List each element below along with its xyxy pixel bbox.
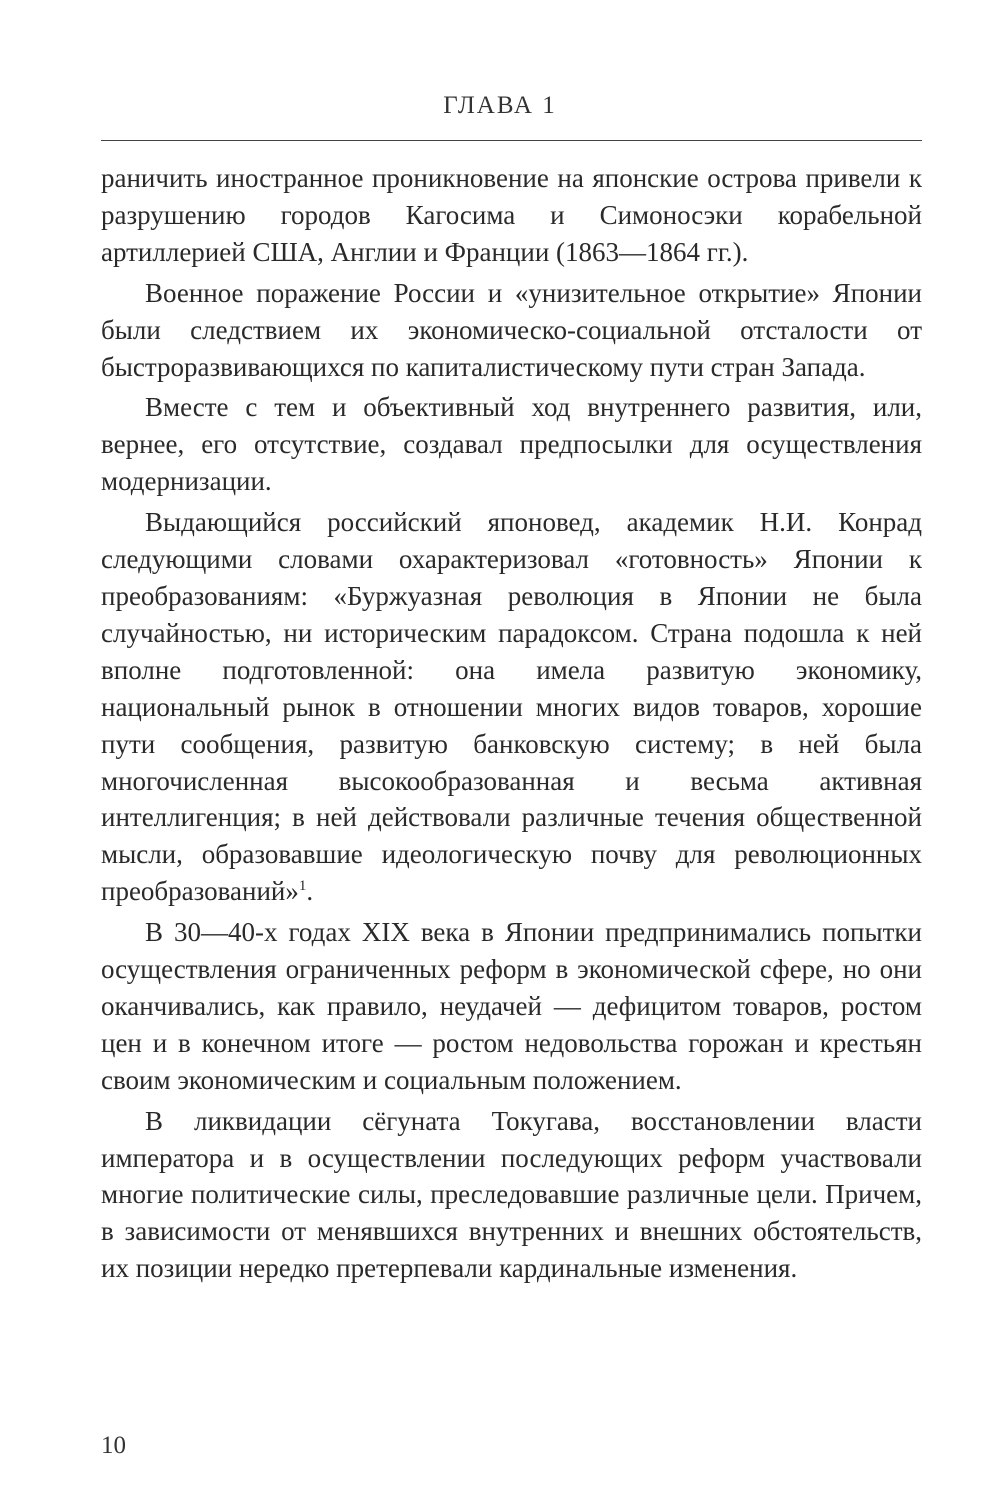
paragraph-quote: [101, 504, 922, 910]
paragraph: В 30—40-х годах XIX века в Японии предпринимались попытки осуществления ограниченных реформ в экономической сфере, но они оканчивались, как правило, неудачей — дефицитом товаров, ростом цен и в конечном итоге — ростом недовольства горожан и крестьян своим экономическим и социальным положением.: [101, 917, 922, 1095]
body-text: [101, 160, 922, 1291]
quote-end-punct: .: [306, 876, 314, 907]
header-rule: [101, 140, 922, 141]
running-head: ГЛАВА 1: [443, 92, 557, 119]
page-number: 10: [101, 1432, 126, 1459]
paragraph: Вместе с тем и объективный ход внутреннего развития, или, вернее, его отсутствие, создавал предпосылки для осуществления модернизации.: [101, 392, 922, 497]
paragraph: Военное поражение России и «унизительное открытие» Японии были следствием их экономическо-социальной отсталости от быстроразвивающихся по капиталистическому пути стран Запада.: [101, 277, 922, 382]
footnote-marker: 1: [298, 878, 307, 895]
paragraph-continuation: раничить иностранное проникновение на японские острова привели к разрушению городов Кагосима и Симоносэки корабельной артиллерией США, Англии и Франции (1863—1864 гг.).: [101, 163, 922, 267]
paragraph: В ликвидации сёгуната Токугава, восстановлении власти императора и в осуществлении последующих реформ участвовали многие политические силы, преследовавшие различные цели. Причем, в зависимости от менявшихся внутренних и внешних обстоятельств, их позиции нередко претерпевали кардинальные изменения.: [101, 1105, 922, 1284]
quote-text: Выдающийся российский японовед, академик Н.И. Конрад следующими словами охарактеризовал «готовность» Японии к преобразованиям: «Буржуазная революция в Японии не была случайностью, ни историческим парадоксом. Страна подошла к ней вполне подготовленной: она имела развитую экономику, национальный рынок в отношении многих видов товаров, хорошие пути сообщения, развитую банковскую систему; в ней была многочисленная высокообразованная и весьма активная интеллигенция; в ней действовали различные течения общественной мысли, образовавшие идеологическую почву для революционных преобразований»: [101, 507, 922, 907]
